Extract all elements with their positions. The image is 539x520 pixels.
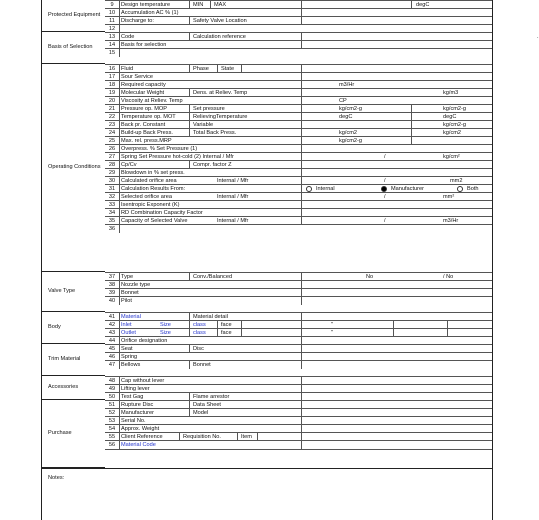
group-basis	[42, 32, 105, 64]
cell-label: Material detail	[193, 314, 228, 320]
group-operating	[42, 64, 105, 272]
row-label: Max. rel. press.MRP	[121, 138, 172, 144]
unit-text: degC	[339, 114, 353, 120]
datasheet	[41, 0, 539, 520]
row-number: 44	[105, 337, 120, 345]
row-label: Bellows	[121, 362, 141, 368]
row-number: 52	[105, 409, 120, 417]
row-blank	[105, 48, 492, 57]
group-label: Protected Equipment	[48, 12, 101, 18]
cell-label: Dens. at Reliev. Temp	[193, 90, 248, 96]
row-number: 17	[105, 73, 120, 81]
row-number: 18	[105, 81, 120, 89]
min-label: MIN	[193, 2, 204, 8]
row-label: Build-up Back Press.	[121, 130, 173, 136]
row-label: Serial No.	[121, 418, 146, 424]
row-number: 47	[105, 361, 120, 369]
row-number: 29	[105, 169, 120, 177]
row-label: Client Reference	[121, 434, 163, 440]
inch-mark: "	[331, 322, 333, 328]
unit-text: CP	[339, 98, 347, 104]
row-label: Approx. Weight	[121, 426, 160, 432]
row-label: Molecular Weight	[121, 90, 165, 96]
row-number: 41	[105, 313, 120, 321]
cell-label: Safety Valve Location	[193, 18, 247, 24]
group-protected-equipment	[42, 0, 105, 32]
row-number: 27	[105, 153, 120, 161]
row-material-code	[105, 440, 492, 450]
cell-label: Internal / Mfr	[217, 178, 249, 184]
row-number: 10	[105, 9, 120, 17]
row-label: Basis for selection	[121, 42, 167, 48]
row-number: 26	[105, 145, 120, 153]
row-label: Bonnet	[121, 290, 139, 296]
unit-text: m3/Hr	[339, 82, 355, 88]
slash-sep: /	[384, 194, 386, 200]
cell-label: Internal / Mfr	[217, 194, 249, 200]
radio-circle-icon	[306, 186, 312, 192]
row-label: Nozzle type	[121, 282, 151, 288]
row-number: 16	[105, 65, 120, 73]
row-number: 35	[105, 217, 120, 225]
unit-text: kg/cm²	[443, 154, 460, 160]
row-number: 54	[105, 425, 120, 433]
cell-label: Bonnet	[193, 362, 211, 368]
value-text: No	[366, 274, 374, 280]
row-label: Isentropic Exponent (K)	[121, 202, 180, 208]
group-label: Valve Type	[48, 288, 76, 294]
row-number: 43	[105, 329, 120, 337]
cell-label: Set pressure	[193, 106, 225, 112]
group-trim	[42, 344, 105, 376]
row-label: Sour Service	[121, 74, 154, 80]
row-label: Overpress. % Set Pressure (1)	[121, 146, 198, 152]
row-number: 56	[105, 441, 120, 449]
unit-text: kg/m3	[443, 90, 459, 96]
class-label: class	[193, 330, 206, 336]
value-text: / No	[443, 274, 454, 280]
row-number: 38	[105, 281, 120, 289]
row-number: 49	[105, 385, 120, 393]
row-label: Fluid	[121, 66, 134, 72]
group-label: Accessories	[48, 384, 79, 390]
radio-circle-icon	[457, 186, 463, 192]
class-label: class	[193, 322, 206, 328]
face-label: face	[221, 322, 232, 328]
row-label: Accumulation AC % (1)	[121, 10, 179, 16]
row-number: 51	[105, 401, 120, 409]
row-number: 12	[105, 25, 120, 33]
radio-label: Both	[467, 186, 479, 192]
row-label: Material	[121, 314, 141, 320]
row-bellows	[105, 360, 492, 369]
row-label: RD Combination Capacity Factor	[121, 210, 203, 216]
unit-text: kg/cm2	[443, 130, 462, 136]
row-number: 50	[105, 393, 120, 401]
row-label: Viscosity at Reliev. Temp	[121, 98, 183, 104]
state-label: State	[221, 66, 235, 72]
row-number: 46	[105, 353, 120, 361]
size-label: Size	[160, 322, 171, 328]
row-number: 19	[105, 89, 120, 97]
row-number: 20	[105, 97, 120, 105]
row-number: 45	[105, 345, 120, 353]
row-label: Cp/Cv	[121, 162, 137, 168]
row-label: Type	[121, 274, 134, 280]
row-number: 22	[105, 113, 120, 121]
row-number: 53	[105, 417, 120, 425]
slash-sep: /	[384, 154, 386, 160]
row-label: Code	[121, 34, 135, 40]
row-number: 15	[105, 49, 120, 57]
group-body	[42, 312, 105, 344]
row-number: 39	[105, 289, 120, 297]
row-number: 40	[105, 297, 120, 305]
row-label: Selected orifice area	[121, 194, 172, 200]
row-number: 34	[105, 209, 120, 217]
group-label: Purchase	[48, 430, 72, 436]
cell-mark: .	[537, 34, 539, 40]
row-number: 31	[105, 185, 120, 193]
row-number: 24	[105, 129, 120, 137]
row-number: 48	[105, 377, 120, 385]
radio-label: Manufacturer	[391, 186, 424, 192]
unit-text: degC	[443, 114, 457, 120]
row-number: 25	[105, 137, 120, 145]
max-label: MAX	[214, 2, 227, 8]
row-label: Test Gag	[121, 394, 144, 400]
notes-label: Notes:	[48, 475, 65, 481]
group-label: Operating Conditions	[48, 164, 101, 170]
row-label: Outlet	[121, 330, 136, 336]
group-label: Trim Material	[48, 356, 81, 362]
cell-label: Flame arrestor	[193, 394, 230, 400]
cell-label: Requisition No.	[183, 434, 221, 440]
unit-text: mm2	[450, 178, 463, 184]
size-label: Size	[160, 330, 171, 336]
cell-label: Item	[241, 434, 252, 440]
row-label: Calculated orifice area	[121, 178, 177, 184]
row-number: 33	[105, 201, 120, 209]
row-number: 36	[105, 225, 120, 233]
row-label: Inlet	[121, 322, 132, 328]
unit-text: mm²	[443, 194, 455, 200]
cell-label: Compr. factor Z	[193, 162, 232, 168]
row-number: 9	[105, 1, 120, 9]
phase-label: Phase	[193, 66, 209, 72]
unit-text: kg/cm2	[339, 130, 358, 136]
cell-label: Model	[193, 410, 209, 416]
cell-label: Conv./Balanced	[193, 274, 233, 280]
unit-text: degC	[416, 2, 430, 8]
row-label: Manufacturer	[121, 410, 154, 416]
row-number: 11	[105, 17, 120, 25]
face-label: face	[221, 330, 232, 336]
row-label: Cap without lever	[121, 378, 165, 384]
row-label: Spring	[121, 354, 138, 360]
row-number: 42	[105, 321, 120, 329]
row-number: 37	[105, 273, 120, 281]
row-label: Required capacity	[121, 82, 166, 88]
row-number: 14	[105, 41, 120, 49]
group-label: Basis of Selection	[48, 44, 93, 50]
row-label: Temperature op. MOT	[121, 114, 176, 120]
slash-sep: /	[384, 218, 386, 224]
row-label: Calculation Results From:	[121, 186, 186, 192]
row-label: Material Code	[121, 442, 156, 448]
group-valve-type	[42, 272, 105, 312]
group-purchase	[42, 400, 105, 468]
row-label: Seat	[121, 346, 133, 352]
row-label: Pressure op. MOP	[121, 106, 168, 112]
row-label: Pilot	[121, 298, 132, 304]
row-label: Design temperature	[121, 2, 171, 8]
unit-text: m3/Hr	[443, 218, 459, 224]
radio-label: Internal	[316, 186, 335, 192]
row-number: 28	[105, 161, 120, 169]
row-pilot	[105, 296, 492, 305]
row-number: 23	[105, 121, 120, 129]
cell-label: Variable	[193, 122, 214, 128]
row-number: 21	[105, 105, 120, 113]
row-blank	[105, 224, 492, 233]
unit-text: kg/cm2-g	[339, 138, 363, 144]
row-number: 30	[105, 177, 120, 185]
row-label: Back pr. Constant	[121, 122, 166, 128]
row-label: Capacity of Selected Valve	[121, 218, 188, 224]
row-number: 55	[105, 433, 120, 441]
group-accessories	[42, 376, 105, 400]
unit-text: kg/cm2-g	[339, 106, 363, 112]
slash-sep: /	[384, 178, 386, 184]
row-label: Spring Set Pressure hot-cold (2) Internal / Mfr	[121, 154, 234, 160]
row-label: Discharge to:	[121, 18, 154, 24]
radio-selected-icon	[381, 186, 387, 192]
row-label: Blowdown in % set press.	[121, 170, 185, 176]
inch-mark: "	[331, 330, 333, 336]
group-label: Body	[48, 324, 61, 330]
cell-label: Data Sheet	[193, 402, 221, 408]
cell-label: Internal / Mfr	[217, 218, 249, 224]
cell-label: Total Back Press.	[193, 130, 237, 136]
unit-text: kg/cm2-g	[443, 122, 467, 128]
row-number: 32	[105, 193, 120, 201]
row-label: Rupture Disc	[121, 402, 154, 408]
unit-text: kg/cm2-g	[443, 106, 467, 112]
cell-label: Calculation reference	[193, 34, 246, 40]
cell-label: Disc	[193, 346, 204, 352]
row-label: Lifting lever	[121, 386, 150, 392]
row-label: Orifice designation	[121, 338, 168, 344]
cell-label: RelievingTemperature	[193, 114, 248, 120]
notes-area[interactable]	[42, 468, 492, 520]
row-number: 13	[105, 33, 120, 41]
